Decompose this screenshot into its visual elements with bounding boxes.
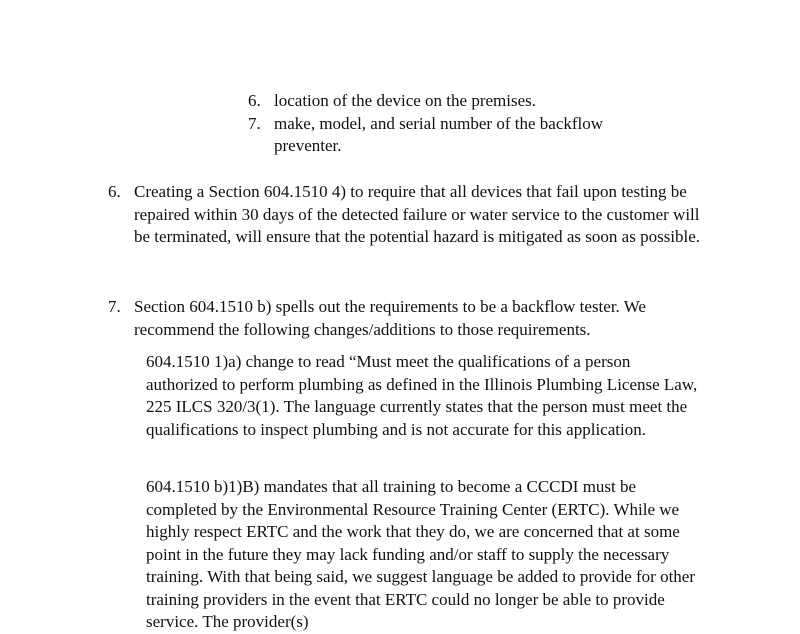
list-number: 6.	[248, 91, 261, 110]
paragraph-604-1510-b1b: 604.1510 b)1)B) mandates that all training to become a CCCDI must be completed by the Environmental Resource Training Center (ERTC). While we highly respect ERTC and the work that they do, we are concerned that at some point in the future they may lack funding and/or staff to supply the necessary training. With that being said, we suggest language be added to provide for other training providers in the event that ERTC could no longer be able to provide service. The provider(s)	[146, 477, 695, 631]
item-number: 7.	[108, 297, 121, 316]
item-text: Section 604.1510 b) spells out the requirements to be a backflow tester. We recommend the following changes/additions to those requirements.	[134, 297, 646, 339]
list-number: 7.	[248, 113, 261, 133]
list-text: make, model, and serial number of the backflow preventer.	[274, 113, 604, 155]
numbered-item-7	[108, 296, 708, 341]
paragraph-604-1510-1a: 604.1510 1)a) change to read “Must meet the qualifications of a person authorized to perform plumbing as defined in the Illinois Plumbing License Law, 225 ILCS 320/3(1). The language currently states that the person must meet the qualifications to inspect plumbing and is not accurate for this application.	[146, 352, 698, 439]
numbered-item-6	[108, 181, 708, 249]
list-item	[248, 90, 668, 113]
sub-list	[248, 90, 668, 158]
list-item	[248, 113, 668, 158]
item-number: 6.	[108, 182, 121, 201]
list-text: location of the device on the premises.	[274, 91, 536, 110]
item-text: Creating a Section 604.1510 4) to require that all devices that fail upon testing be repaired within 30 days of the detected failure or water service to the customer will be terminated, will ensure that the potential hazard is mitigated as soon as possible.	[134, 182, 701, 246]
